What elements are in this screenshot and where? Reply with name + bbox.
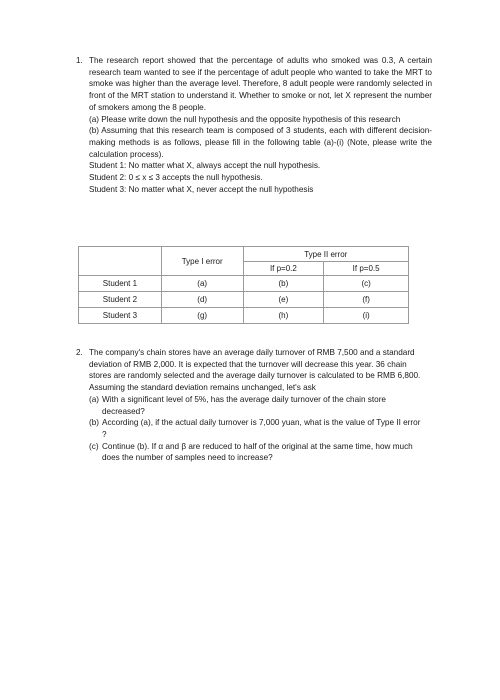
type-2-error-header: Type II error (243, 247, 408, 262)
student-cell: Student 3 (79, 308, 162, 324)
question-2 (76, 347, 426, 464)
question-1-part-a: (a) Please write down the null hypothesis and the opposite hypothesis of this research (89, 114, 401, 124)
table-row (79, 292, 409, 308)
part-a-text: With a significant level of 5%, has the average daily turnover of the chain store decreased? (102, 394, 386, 416)
part-b-label: (b) (89, 418, 100, 428)
type-1-cell: (d) (161, 292, 243, 308)
student-1-rule: Student 1: No matter what X, always accept the null hypothesis. (89, 161, 321, 171)
type-1-error-header: Type I error (161, 247, 243, 276)
question-1-part-b: (b) Assuming that this research team is composed of 3 students, each with different decision-making methods is as follows, please fill in the following table (a)-(i) (Note, please write the calculation process). (89, 126, 432, 159)
question-1-number: 1. (76, 56, 83, 65)
question-2-part-a (89, 394, 426, 417)
student-2-rule: Student 2: 0 ≤ x ≤ 3 accepts the null hypothesis. (89, 173, 263, 183)
p-0.5-cell: (c) (324, 276, 409, 292)
question-2-number: 2. (76, 348, 83, 357)
p-0.5-header: If p=0.5 (324, 262, 409, 276)
student-3-rule: Student 3: No matter what X, never accept the null hypothesis (89, 184, 314, 194)
p-0.2-cell: (b) (243, 276, 324, 292)
p-0.2-cell: (h) (243, 308, 324, 324)
p-0.2-header: If p=0.2 (243, 262, 324, 276)
error-table (78, 246, 409, 324)
question-2-part-c (89, 441, 426, 464)
table-row (79, 276, 409, 292)
p-0.5-cell: (i) (324, 308, 409, 324)
part-b-text: According (a), if the actual daily turnover is 7,000 yuan, what is the value of Type II error ? (102, 418, 421, 439)
type-1-cell: (g) (161, 308, 243, 324)
question-2-part-b (89, 417, 426, 440)
p-0.2-cell: (e) (243, 292, 324, 308)
question-1-paragraph: The research report showed that the percentage of adults who smoked was 0.3, A certain research team wanted to see if the percentage of adult people who wanted to take the MRT to smoke was higher than the average level. Therefore, 8 adult people were randomly selected in front of the MRT station to understand it. Whether to smoke or not, let X represent the number of smokers among the 8 people. (89, 56, 432, 112)
p-0.5-cell: (f) (324, 292, 409, 308)
part-c-label: (c) (89, 441, 99, 451)
question-2-paragraph: The company's chain stores have an average daily turnover of RMB 7,500 and a standard deviation of RMB 2,000. It is expected that the turnover will decrease this year. 36 chain stores are randomly selected and the average daily turnover is calculated to be RMB 6,800. Assuming the standard deviation remains unchanged, let's ask (89, 348, 421, 393)
student-cell: Student 2 (79, 292, 162, 308)
question-1 (76, 55, 432, 195)
part-c-text: Continue (b). If α and β are reduced to half of the original at the same time, how much does the number of samples need to increase? (102, 441, 413, 463)
table-row (79, 308, 409, 324)
part-a-label: (a) (89, 394, 100, 404)
table-corner-cell (79, 247, 162, 276)
type-1-cell: (a) (161, 276, 243, 292)
student-cell: Student 1 (79, 276, 162, 292)
